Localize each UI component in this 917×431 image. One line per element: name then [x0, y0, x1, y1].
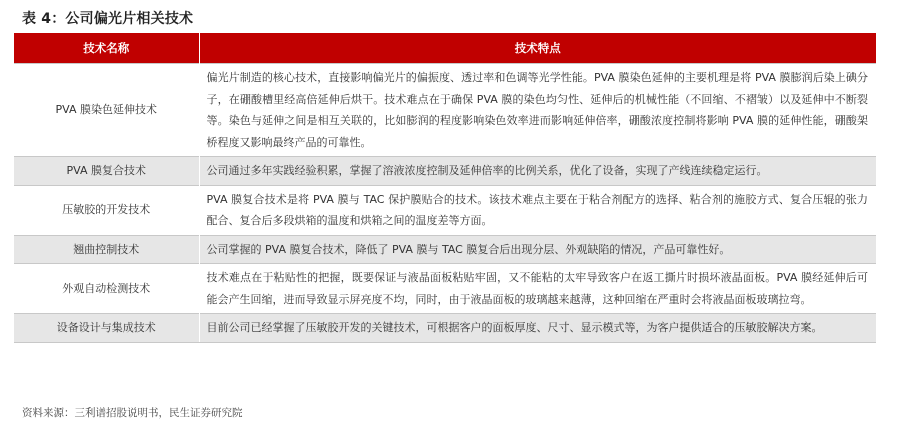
tech-desc-cell: 公司掌握的 PVA 膜复合技术，降低了 PVA 膜与 TAC 膜复合后出现分层、外观缺陷的情况，产品可靠性好。 — [199, 235, 876, 264]
header-row — [14, 33, 876, 64]
table-row — [14, 235, 876, 264]
tech-desc-cell: 偏光片制造的核心技术，直接影响偏光片的偏振度、透过率和色调等光学性能。PVA 膜染色延伸的主要机理是将 PVA 膜膨润后染上碘分子，在硼酸槽里经高倍延伸后烘干。技术难点在于确保 PVA 膜的染色均匀性、延伸后的机械性能（不回缩、不褶皱）以及延伸中不断裂等。染色与延伸之间是相互关联的，比如膨润的程度影响染色效率进而影响延伸倍率，硼酸浓度控制将影响 PVA 膜的延伸性能，硼酸架桥程度又影响最终产品的可靠性。 — [199, 64, 876, 157]
tech-name-cell: 设备设计与集成技术 — [14, 314, 199, 343]
table-row — [14, 157, 876, 186]
tech-name-cell: PVA 膜染色延伸技术 — [14, 64, 199, 157]
table-row — [14, 264, 876, 314]
table-row — [14, 314, 876, 343]
tech-desc-cell: 技术难点在于粘贴性的把握，既要保证与液晶面板粘贴牢固，又不能粘的太牢导致客户在返工撕片时损坏液晶面板。PVA 膜经延伸后可能会产生回缩，进而导致显示屏亮度不均，同时，由于液晶面板的玻璃越来越薄，这种回缩在严重时会将液晶面板玻璃拉弯。 — [199, 264, 876, 314]
tech-desc-cell: 目前公司已经掌握了压敏胶开发的关键技术，可根据客户的面板厚度、尺寸、显示模式等，为客户提供适合的压敏胶解决方案。 — [199, 314, 876, 343]
header-tech-features: 技术特点 — [199, 33, 876, 64]
tech-name-cell: 翘曲控制技术 — [14, 235, 199, 264]
tech-desc-cell: 公司通过多年实践经验积累，掌握了溶液浓度控制及延伸倍率的比例关系，优化了设备，实现了产线连续稳定运行。 — [199, 157, 876, 186]
source-note: 资料来源：三利谱招股说明书，民生证券研究院 — [22, 407, 243, 419]
tech-desc-cell: PVA 膜复合技术是将 PVA 膜与 TAC 保护膜贴合的技术。该技术难点主要在于粘合剂配方的选择、粘合剂的施胶方式、复合压辊的张力配合、复合后多段烘箱的温度和烘箱之间的温度差等方面。 — [199, 185, 876, 235]
table-title: 表 4：公司偏光片相关技术 — [22, 11, 194, 27]
table-row — [14, 64, 876, 157]
tech-table — [14, 33, 876, 343]
tech-name-cell: 压敏胶的开发技术 — [14, 185, 199, 235]
table-row — [14, 185, 876, 235]
tech-name-cell: PVA 膜复合技术 — [14, 157, 199, 186]
header-tech-name: 技术名称 — [14, 33, 199, 64]
tech-name-cell: 外观自动检测技术 — [14, 264, 199, 314]
